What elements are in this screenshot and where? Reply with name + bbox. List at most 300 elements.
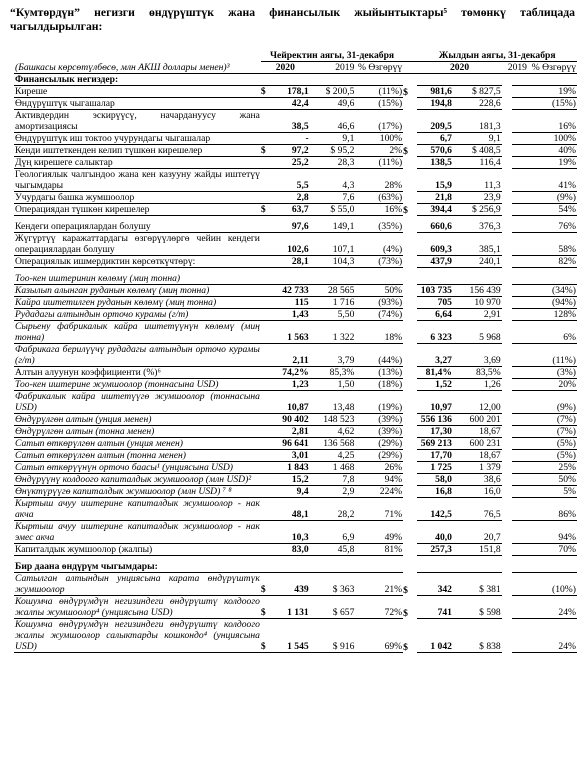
spacer: [502, 379, 512, 391]
year-col-2019-change: [502, 62, 577, 74]
q4-value-2019: 1 322: [310, 321, 356, 344]
q4-value-2020: 74,2%: [273, 367, 310, 379]
q4-currency: [261, 486, 273, 498]
year-value-2019: 83,5%: [453, 367, 502, 379]
q4-value-2020: 439: [273, 573, 310, 596]
q4-currency: [261, 74, 273, 86]
year-currency: [403, 391, 417, 414]
table-row: [14, 169, 577, 192]
q4-currency: [261, 321, 273, 344]
year-change: (5%): [512, 438, 577, 450]
q4-value-2019: 148 523: [310, 414, 356, 426]
year-value-2020: 142,5: [417, 498, 453, 521]
year-change: 19%: [512, 86, 577, 98]
year-currency: [403, 309, 417, 321]
q4-value-2019: $ 363: [310, 573, 356, 596]
spacer: [502, 157, 512, 169]
q4-col-2020: 2020: [261, 62, 310, 74]
table-row: [14, 438, 577, 450]
spacer: [502, 414, 512, 426]
year-change: [512, 74, 577, 86]
year-currency: [403, 133, 417, 145]
table-row: [14, 391, 577, 414]
q4-change: (15%): [355, 98, 403, 110]
q4-change: (13%): [355, 367, 403, 379]
year-value-2019: [453, 561, 502, 573]
year-currency: [403, 474, 417, 486]
q4-currency: $: [261, 204, 273, 216]
year-currency: [403, 192, 417, 204]
spacer: [502, 145, 512, 157]
year-value-2020: 1,52: [417, 379, 453, 391]
q4-change: 224%: [355, 486, 403, 498]
q4-value-2019: $ 657: [310, 596, 356, 619]
year-currency: [403, 367, 417, 379]
row-label: Учурдагы башка жумшоолор: [14, 192, 261, 204]
table-row: [14, 344, 577, 367]
q4-change: (11%): [355, 86, 403, 98]
q4-currency: [261, 414, 273, 426]
table-row: [14, 74, 577, 86]
row-label: Операциялык ишмердиктин көрсөткүчтөрү:: [14, 256, 261, 268]
table-row: [14, 145, 577, 157]
table-row: [14, 98, 577, 110]
spacer: [502, 221, 512, 233]
q4-value-2019: 85,3%: [310, 367, 356, 379]
year-change: 58%: [512, 233, 577, 256]
year-value-2020: 609,3: [417, 233, 453, 256]
q4-currency: [261, 462, 273, 474]
q4-currency: [261, 192, 273, 204]
spacer: [502, 486, 512, 498]
year-change: 82%: [512, 256, 577, 268]
q4-col-change: % Өзгөрүү: [355, 62, 403, 74]
year-change: 24%: [512, 619, 577, 653]
year-value-2019: 228,6: [453, 98, 502, 110]
year-currency: [403, 157, 417, 169]
year-currency: [403, 426, 417, 438]
year-currency: [403, 98, 417, 110]
year-value-2020: 660,6: [417, 221, 453, 233]
spacer: [502, 450, 512, 462]
row-label: Сатылган алтындын унциясына карата өндүрүштүк жумшоолор: [15, 573, 260, 595]
table-row: [14, 544, 577, 556]
table-row: [14, 450, 577, 462]
year-change: 50%: [512, 474, 577, 486]
table-row: [14, 426, 577, 438]
q4-header: Чейректин аягы, 31-декабря: [261, 50, 403, 62]
year-change: 94%: [512, 521, 577, 544]
q4-value-2020: 2,8: [273, 192, 310, 204]
year-change: 40%: [512, 145, 577, 157]
year-value-2019: 76,5: [453, 498, 502, 521]
q4-currency: $: [261, 619, 273, 653]
year-currency: [403, 110, 417, 133]
q4-value-2019: 2,9: [310, 486, 356, 498]
year-value-2019: $ 381: [453, 573, 502, 596]
q4-currency: [261, 561, 273, 573]
year-change: 19%: [512, 157, 577, 169]
year-value-2019: [453, 74, 502, 86]
year-value-2020: 15,9: [417, 169, 453, 192]
year-value-2019: [453, 273, 502, 285]
table-row: [14, 414, 577, 426]
year-value-2020: [417, 561, 453, 573]
year-change: (7%): [512, 426, 577, 438]
q4-currency: [261, 157, 273, 169]
spacer: [502, 169, 512, 192]
q4-currency: [261, 379, 273, 391]
q4-value-2020: 10,87: [273, 391, 310, 414]
q4-value-2019: 28 565: [310, 285, 356, 297]
q4-currency: [261, 273, 273, 285]
table-row: [14, 297, 577, 309]
year-currency: [403, 169, 417, 192]
q4-change: (29%): [355, 450, 403, 462]
spacer: [502, 367, 512, 379]
year-value-2019: 12,00: [453, 391, 502, 414]
row-label: Кошумча өндүрүмдүн негизиндеги өндүрүштү колдоого жалпы жумшоолор⁴ (унциясына USD): [15, 596, 260, 618]
q4-change: (4%): [355, 233, 403, 256]
year-currency: [403, 438, 417, 450]
row-label: Тоо-кен иштерине жумшоолор (тоннасына USD): [14, 379, 261, 391]
year-value-2019: $ 598: [453, 596, 502, 619]
spacer: [502, 110, 512, 133]
q4-value-2019: 7,6: [310, 192, 356, 204]
spacer: [502, 344, 512, 367]
spacer: [502, 204, 512, 216]
q4-value-2019: $ 200,5: [310, 86, 356, 98]
year-currency: [403, 221, 417, 233]
results-table: [14, 50, 577, 653]
q4-value-2019: 149,1: [310, 221, 356, 233]
q4-value-2020: 102,6: [273, 233, 310, 256]
row-label: Рудадагы алтындын орточо курамы (г/т): [14, 309, 261, 321]
year-value-2020: 16,8: [417, 486, 453, 498]
row-label: Өнүктүрүүгө капиталдык жумшоолор (млн USD) ⁷ ⁸: [14, 486, 261, 498]
q4-change: (73%): [355, 256, 403, 268]
year-change: 86%: [512, 498, 577, 521]
q4-change: (39%): [355, 414, 403, 426]
q4-currency: [261, 309, 273, 321]
q4-change: 50%: [355, 285, 403, 297]
q4-value-2020: [273, 561, 310, 573]
year-change: (10%): [512, 573, 577, 596]
year-change: 70%: [512, 544, 577, 556]
q4-change: (63%): [355, 192, 403, 204]
q4-change: (19%): [355, 391, 403, 414]
year-value-2020: 209,5: [417, 110, 453, 133]
q4-value-2019: 9,1: [310, 133, 356, 145]
row-label: Жүгүртүү каражаттардагы өзгөрүүлөргө чейин кендеги операциялардан болушу: [15, 233, 260, 255]
year-value-2020: 570,6: [417, 145, 453, 157]
q4-change: (35%): [355, 221, 403, 233]
year-value-2020: 437,9: [417, 256, 453, 268]
year-value-2020: 138,5: [417, 157, 453, 169]
row-label: Операциядан түшкөн кирешелер: [14, 204, 261, 216]
q4-currency: [261, 498, 273, 521]
row-label: Кошумча өндүрүмдүн негизиндеги өндүрүштү колдоого жалпы жумшоолор салыктарды кошкондо⁴ (унциясына USD): [15, 619, 260, 652]
year-value-2019: 600 231: [453, 438, 502, 450]
row-label: Сатып өткөрүүнүн орточо баасы¹ (унциясына USD): [14, 462, 261, 474]
q4-value-2019: 3,79: [310, 344, 356, 367]
q4-value-2020: 1 843: [273, 462, 310, 474]
year-value-2019: $ 408,5: [453, 145, 502, 157]
spacer: [502, 321, 512, 344]
q4-value-2020: 1 545: [273, 619, 310, 653]
year-value-2019: 9,1: [453, 133, 502, 145]
q4-value-2020: [273, 74, 310, 86]
year-value-2020: 81,4%: [417, 367, 453, 379]
table-row: [14, 367, 577, 379]
year-currency: [403, 285, 417, 297]
year-value-2020: 394,4: [417, 204, 453, 216]
row-label: Алтын алуунун коэффициенти (%)⁶: [14, 367, 261, 379]
q4-value-2019: 13,48: [310, 391, 356, 414]
year-currency: [403, 414, 417, 426]
year-value-2020: 21,8: [417, 192, 453, 204]
q4-currency: [261, 110, 273, 133]
q4-currency: [261, 297, 273, 309]
q4-currency: [261, 98, 273, 110]
year-value-2019: 181,3: [453, 110, 502, 133]
q4-change: 16%: [355, 204, 403, 216]
q4-value-2019: 4,62: [310, 426, 356, 438]
year-value-2019: 23,9: [453, 192, 502, 204]
row-label: Кыртыш ачуу иштерине капиталдык жумшоолор - нак акча: [15, 498, 260, 520]
q4-value-2019: 107,1: [310, 233, 356, 256]
row-label: Дүң кирешеге салыктар: [14, 157, 261, 169]
q4-currency: $: [261, 573, 273, 596]
q4-currency: [261, 221, 273, 233]
year-value-2019: 151,8: [453, 544, 502, 556]
year-currency: [403, 344, 417, 367]
year-col-2019: 2019: [507, 62, 527, 73]
spacer: [502, 309, 512, 321]
q4-value-2019: 7,8: [310, 474, 356, 486]
year-value-2020: 981,6: [417, 86, 453, 98]
row-label: Өндүрүлгөн алтын (тонна менен): [14, 426, 261, 438]
year-value-2019: 376,3: [453, 221, 502, 233]
year-change: 25%: [512, 462, 577, 474]
q4-value-2020: 115: [273, 297, 310, 309]
row-label: Өндүрүлгөн алтын (унция менен): [14, 414, 261, 426]
row-label: Өндүрүштүк иш токтоо учурундагы чыгашалар: [14, 133, 261, 145]
year-currency: [403, 321, 417, 344]
year-value-2020: 556 136: [417, 414, 453, 426]
table-row: [14, 486, 577, 498]
table-row: [14, 561, 577, 573]
table-row: [14, 233, 577, 256]
table-row: [14, 619, 577, 653]
year-currency: $: [403, 584, 408, 596]
year-change: 6%: [512, 321, 577, 344]
year-value-2019: 3,69: [453, 344, 502, 367]
q4-value-2020: 42 733: [273, 285, 310, 297]
year-change: 20%: [512, 379, 577, 391]
year-col-2020: 2020: [417, 62, 501, 74]
q4-currency: $: [261, 86, 273, 98]
year-value-2019: 18,67: [453, 450, 502, 462]
q4-change: 81%: [355, 544, 403, 556]
year-value-2020: 741: [417, 596, 453, 619]
year-value-2020: [417, 273, 453, 285]
row-label: Сатып өткөрүлгөн алтын (тонна менен): [14, 450, 261, 462]
year-change: 54%: [512, 204, 577, 216]
table-row: [14, 221, 577, 233]
year-value-2020: 3,27: [417, 344, 453, 367]
year-change: (94%): [512, 297, 577, 309]
q4-value-2020: 5,5: [273, 169, 310, 192]
spacer: [502, 192, 512, 204]
q4-value-2019: [310, 273, 356, 285]
q4-value-2019: 28,2: [310, 498, 356, 521]
year-value-2020: 569 213: [417, 438, 453, 450]
q4-value-2019: 6,9: [310, 521, 356, 544]
table-row: [14, 462, 577, 474]
table-row: [14, 157, 577, 169]
year-value-2019: $ 827,5: [453, 86, 502, 98]
spacer: [502, 438, 512, 450]
q4-value-2020: 25,2: [273, 157, 310, 169]
q4-change: [355, 273, 403, 285]
year-currency: [403, 561, 417, 573]
q4-currency: [261, 367, 273, 379]
q4-value-2020: 1 131: [273, 596, 310, 619]
q4-currency: [261, 133, 273, 145]
q4-value-2019: 1,50: [310, 379, 356, 391]
q4-change: (29%): [355, 438, 403, 450]
row-label: Бир даана өндүрүм чыгымдары:: [14, 561, 261, 573]
table-row: [14, 192, 577, 204]
row-label: Киреше: [14, 86, 261, 98]
year-value-2019: $ 256,9: [453, 204, 502, 216]
q4-value-2019: $ 916: [310, 619, 356, 653]
row-label: Финансылык негиздер:: [14, 74, 261, 86]
q4-value-2019: 4,3: [310, 169, 356, 192]
year-value-2020: 1 042: [417, 619, 453, 653]
year-currency: [403, 74, 417, 86]
table-row: [14, 110, 577, 133]
year-change: (5%): [512, 450, 577, 462]
year-value-2019: 1 379: [453, 462, 502, 474]
q4-currency: [261, 256, 273, 268]
units-label: (Башкасы көрсөтүлбөсө, млн АКШ доллары менен)³: [14, 50, 261, 74]
year-value-2019: 16,0: [453, 486, 502, 498]
year-value-2020: 10,97: [417, 391, 453, 414]
year-value-2019: 600 201: [453, 414, 502, 426]
table-row: [14, 573, 577, 596]
q4-currency: [261, 474, 273, 486]
q4-value-2019: 45,8: [310, 544, 356, 556]
q4-value-2020: 90 402: [273, 414, 310, 426]
q4-value-2020: -: [273, 133, 310, 145]
spacer: [502, 98, 512, 110]
row-label: Активдердин эскирүүсү, начардануусу жана амортизациясы: [15, 110, 260, 132]
q4-value-2020: 96 641: [273, 438, 310, 450]
year-value-2019: 156 439: [453, 285, 502, 297]
q4-value-2020: 2,11: [273, 344, 310, 367]
table-row: [14, 86, 577, 98]
spacer: [502, 285, 512, 297]
spacer: [502, 273, 512, 285]
year-change: 41%: [512, 169, 577, 192]
year-value-2020: 58,0: [417, 474, 453, 486]
year-value-2019: 116,4: [453, 157, 502, 169]
year-currency: [403, 544, 417, 556]
row-label: Сырьену фабрикалык кайра иштетүүнүн көлөмү (миң тонна): [15, 321, 260, 343]
q4-currency: [261, 233, 273, 256]
spacer: [502, 521, 512, 544]
year-change: (11%): [512, 344, 577, 367]
year-change: 76%: [512, 221, 577, 233]
q4-currency: [261, 450, 273, 462]
q4-value-2019: 5,50: [310, 309, 356, 321]
row-label: Өндүрүштүк чыгашалар: [14, 98, 261, 110]
year-change: (15%): [512, 98, 577, 110]
row-label: Кайра иштетилген руданын көлөмү (миң тонна): [14, 297, 261, 309]
q4-currency: [261, 169, 273, 192]
q4-value-2020: 83,0: [273, 544, 310, 556]
q4-change: [355, 561, 403, 573]
year-value-2020: 194,8: [417, 98, 453, 110]
year-change: [512, 561, 577, 573]
q4-value-2019: 49,6: [310, 98, 356, 110]
q4-change: [355, 74, 403, 86]
q4-value-2020: 15,2: [273, 474, 310, 486]
q4-change: (39%): [355, 426, 403, 438]
q4-value-2019: $ 95,2: [310, 145, 356, 157]
year-currency: $: [403, 145, 408, 157]
table-row: [14, 521, 577, 544]
spacer: [502, 544, 512, 556]
q4-value-2019: 4,25: [310, 450, 356, 462]
year-change: [512, 273, 577, 285]
year-currency: [403, 273, 417, 285]
year-value-2020: 1 725: [417, 462, 453, 474]
year-change: 100%: [512, 133, 577, 145]
year-change: 128%: [512, 309, 577, 321]
year-currency: [403, 379, 417, 391]
q4-change: 94%: [355, 474, 403, 486]
year-value-2020: 257,3: [417, 544, 453, 556]
year-currency: [403, 450, 417, 462]
spacer: [502, 573, 512, 596]
q4-currency: [261, 391, 273, 414]
year-col-change: % Өзгөрүү: [531, 62, 576, 73]
q4-currency: [261, 438, 273, 450]
year-change: (9%): [512, 192, 577, 204]
q4-change: 69%: [355, 619, 403, 653]
spacer: [502, 133, 512, 145]
table-row: [14, 133, 577, 145]
table-row: [14, 498, 577, 521]
year-value-2020: 17,70: [417, 450, 453, 462]
year-change: (34%): [512, 285, 577, 297]
year-change: (9%): [512, 391, 577, 414]
year-change: (7%): [512, 414, 577, 426]
year-value-2020: 6,7: [417, 133, 453, 145]
year-currency: $: [403, 641, 408, 653]
spacer: [502, 498, 512, 521]
q4-change: 100%: [355, 133, 403, 145]
q4-value-2019: 104,3: [310, 256, 356, 268]
table-row: [14, 309, 577, 321]
year-value-2019: 385,1: [453, 233, 502, 256]
year-value-2020: 40,0: [417, 521, 453, 544]
year-value-2019: $ 838: [453, 619, 502, 653]
spacer: [502, 256, 512, 268]
